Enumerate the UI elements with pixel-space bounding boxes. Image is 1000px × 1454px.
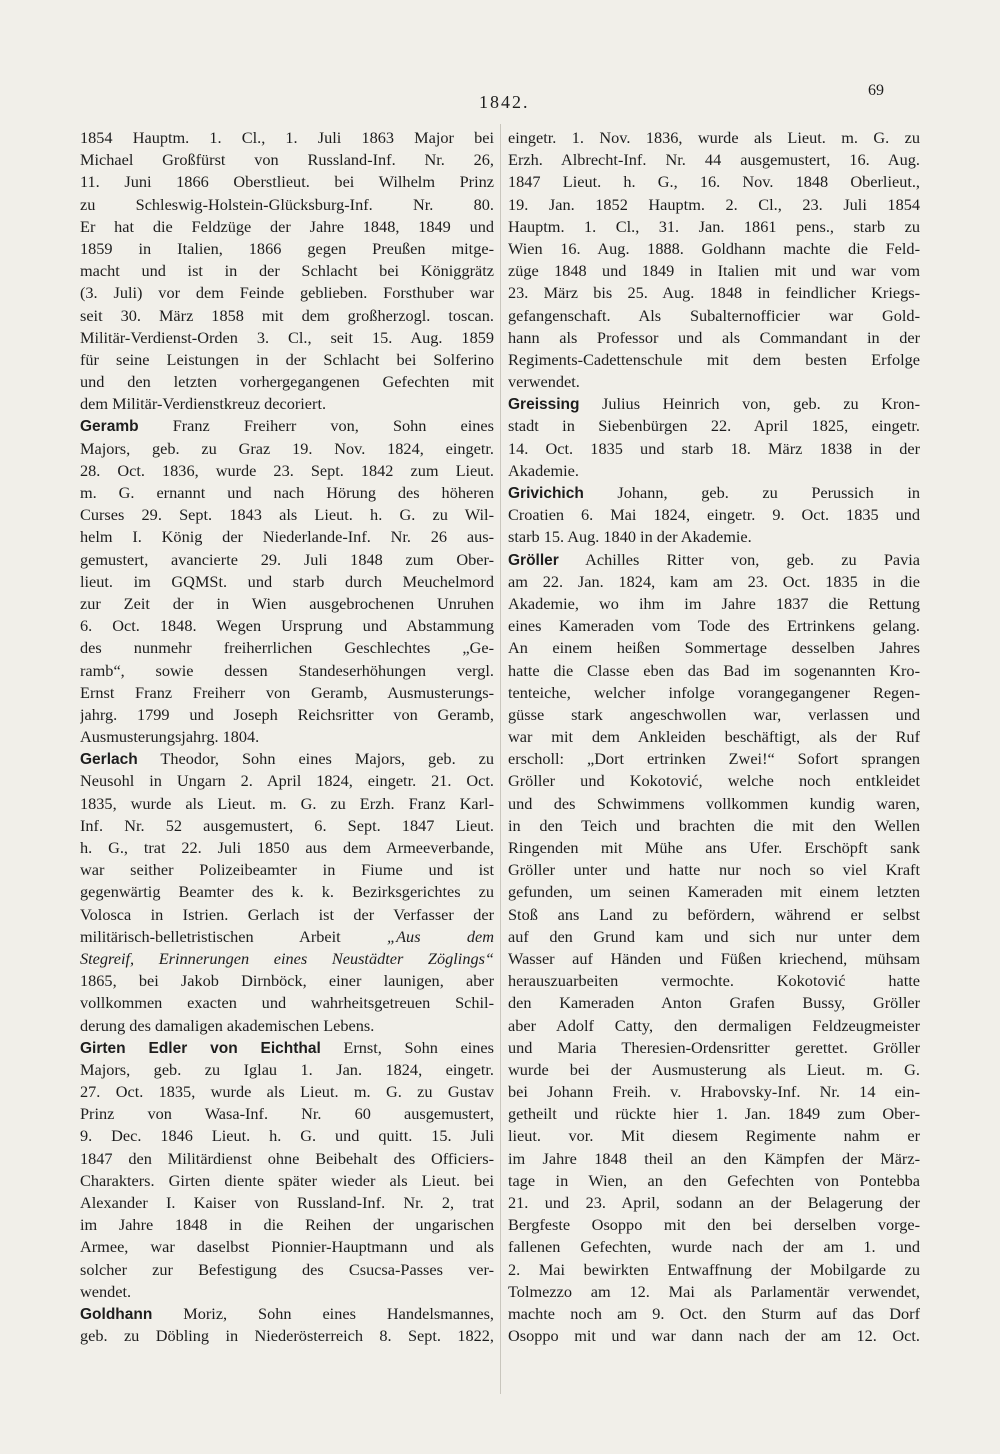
line-text: derung des damaligen akademischen Lebens. — [80, 1015, 375, 1035]
entry-name: Goldhann — [80, 1305, 153, 1323]
text-line — [80, 1192, 494, 1214]
text-line — [80, 1281, 494, 1303]
text-line — [508, 1148, 920, 1170]
text-line — [508, 349, 920, 371]
text-line — [508, 1325, 920, 1347]
text-line — [80, 460, 494, 482]
line-text: Alexander I. Kaiser von Russland-Inf. Nr. 2, trat — [80, 1193, 494, 1212]
line-text: Tolmezzo am 12. Mai als Parlamentär verwendet, — [508, 1281, 920, 1301]
line-text: 21. und 23. April, sodann an der Belagerung der — [508, 1193, 920, 1212]
line-text: fallenen Gefechten, wurde nach der am 1. und — [508, 1237, 920, 1257]
text-line — [508, 1103, 920, 1125]
text-line — [508, 282, 920, 304]
text-line — [80, 1259, 494, 1281]
text-line — [508, 216, 920, 238]
text-line — [508, 1303, 920, 1325]
line-text: Armee, war daselbst Pionnier-Hauptmann und als — [80, 1237, 494, 1257]
text-line — [508, 726, 920, 748]
line-text: lieut. im GQMSt. und starb durch Meuchelmord — [80, 571, 494, 591]
line-text: An einem heißen Sommertage desselben Jahres — [508, 638, 920, 658]
line-text: eines Kameraden vom Tode des Ertrinkens gelang. — [508, 616, 920, 636]
line-text: güsse stark angeschwollen war, verlassen und — [508, 704, 920, 724]
line-text: Prinz von Wasa-Inf. Nr. 60 ausgemustert, — [80, 1104, 494, 1124]
text-line — [508, 815, 920, 837]
line-text: Neusohl in Ungarn 2. April 1824, eingetr. 21. Oct. — [80, 771, 494, 791]
line-text: Franz Freiherr von, Sohn eines — [138, 416, 494, 436]
text-line — [508, 1037, 920, 1059]
text-line — [508, 948, 920, 970]
line-text: und des Schwimmens vollkommen kundig waren, — [508, 793, 920, 813]
text-line — [80, 238, 494, 260]
line-text: gemustert, avancierte 29. Juli 1848 zum Ober- — [80, 549, 494, 569]
line-text: Gröller unter und hatte nur noch so viel Kraft — [508, 860, 920, 880]
line-text: starb 15. Aug. 1840 in der Akademie. — [508, 527, 752, 547]
text-line — [508, 1125, 920, 1147]
text-line — [80, 904, 494, 926]
line-text: jahrg. 1799 und Joseph Reichsritter von Geramb, — [80, 704, 494, 724]
entry-name: Grivichich — [508, 485, 584, 502]
line-text: h. G., trat 22. Juli 1850 aus dem Armeeverbande, — [80, 838, 494, 857]
line-text: und Maria Theresien-Ordensritter gerettet. Gröller — [508, 1037, 920, 1057]
line-text: erscholl: „Dort ertrinken Zwei!“ Sofort sprangen — [508, 749, 920, 769]
line-text: 2. Mai bewirkten Entwaffnung der Mobilgarde zu — [508, 1259, 920, 1279]
line-text: wurde bei der Ausmusterung als Lieut. m. G. — [508, 1059, 920, 1079]
line-text: auf den Grund kam und sich nur unter dem — [508, 926, 920, 946]
line-text: geb. zu Döbling in Niederösterreich 8. Sept. 1822, — [80, 1326, 494, 1346]
line-text: helm I. König der Niederlande-Inf. Nr. 26 aus- — [80, 527, 494, 547]
line-text: Majors, geb. zu Graz 19. Nov. 1824, eingetr. — [80, 438, 494, 458]
line-text: stadt in Siebenbürgen 22. April 1825, eingetr. — [508, 416, 920, 436]
text-line — [80, 1170, 494, 1192]
text-line — [508, 748, 920, 770]
text-line — [80, 948, 494, 970]
line-text: Wasser auf Händen und Füßen kriechend, mühsam — [508, 948, 920, 968]
text-line — [508, 904, 920, 926]
text-line — [508, 992, 920, 1014]
line-text: Erzh. Albrecht-Inf. Nr. 44 ausgemustert, 16. Aug. — [508, 150, 920, 170]
text-line — [80, 992, 494, 1014]
text-line — [80, 194, 494, 216]
text-line — [80, 438, 494, 460]
line-text: gegenwärtig Beamter des k. k. Bezirksgerichtes zu — [80, 882, 494, 902]
text-line — [80, 1236, 494, 1258]
text-line — [508, 1015, 920, 1037]
line-text: Inf. Nr. 52 ausgemustert, 6. Sept. 1847 Lieut. — [80, 815, 494, 835]
line-text: 1865, bei Jakob Dirnböck, einer launigen, aber — [80, 971, 494, 991]
line-text: 1854 Hauptm. 1. Cl., 1. Juli 1863 Major bei — [80, 128, 494, 147]
text-line — [508, 1236, 920, 1258]
text-line — [508, 1081, 920, 1103]
running-head-year: 1842. — [479, 92, 530, 112]
line-text: Volosca in Istrien. Gerlach ist der Verfasser der — [80, 904, 494, 924]
line-text: im Jahre 1848 in die Reihen der ungarischen — [80, 1215, 494, 1235]
line-text: 1859 in Italien, 1866 gegen Preußen mitge- — [80, 238, 494, 258]
line-text: Hauptm. 1. Cl., 31. Jan. 1861 pens., starb zu — [508, 216, 920, 236]
text-line — [508, 149, 920, 171]
line-text: hatte die Classe eben das Bad im sogenannten Kro- — [508, 660, 920, 680]
line-text: Majors, geb. zu Iglau 1. Jan. 1824, eingetr. — [80, 1059, 494, 1079]
entry-name: Greissing — [508, 396, 580, 414]
text-line — [80, 660, 494, 682]
line-text: für seine Leistungen in der Schlacht bei Solferino — [80, 349, 494, 369]
text-line — [80, 171, 494, 193]
text-line — [508, 460, 920, 482]
text-line — [80, 549, 494, 571]
line-text: herauszuarbeiten vermochte. Kokotović hatte — [508, 971, 920, 991]
text-line — [508, 504, 920, 526]
text-line — [80, 216, 494, 238]
text-line — [80, 482, 494, 504]
text-line — [508, 438, 920, 460]
text-line — [508, 238, 920, 260]
text-line — [80, 1325, 494, 1347]
text-line — [80, 793, 494, 815]
text-line — [80, 970, 494, 992]
line-text: züge 1848 und 1849 in Italien mit und war vom — [508, 261, 920, 281]
line-text: tage in Wien, an den Gefechten von Pontebba — [508, 1170, 920, 1190]
text-line — [80, 371, 494, 393]
text-line — [508, 881, 920, 903]
line-text: Ausmusterungsjahrg. 1804. — [80, 727, 260, 747]
text-line — [80, 327, 494, 349]
text-line — [508, 970, 920, 992]
line-text: 28. Oct. 1836, wurde 23. Sept. 1842 zum Lieut. — [80, 460, 494, 480]
line-text: dem Militär-Verdienstkreuz decoriert. — [80, 394, 327, 414]
text-line — [508, 327, 920, 349]
text-line — [508, 926, 920, 948]
text-line — [80, 748, 494, 770]
text-line — [80, 1125, 494, 1147]
entry-name: Gröller — [508, 551, 559, 569]
line-text: verwendet. — [508, 372, 580, 392]
page-number: 69 — [868, 82, 884, 99]
text-line — [80, 1303, 494, 1325]
line-text: Croatien 6. Mai 1824, eingetr. 9. Oct. 1835 und — [508, 505, 920, 525]
line-text: ramb“, sowie dessen Standeserhöhungen vergl. — [80, 660, 494, 680]
text-line — [80, 1037, 494, 1059]
line-text: tenteiche, welcher infolge vorangegangener Regen- — [508, 682, 920, 702]
entry-name: Girten Edler von Eichthal — [80, 1039, 321, 1057]
text-line — [80, 726, 494, 748]
line-text: zu Schleswig-Holstein-Glücksburg-Inf. Nr. 80. — [80, 194, 494, 214]
left-column — [80, 127, 494, 1347]
text-line — [80, 1059, 494, 1081]
text-line — [80, 349, 494, 371]
text-line — [508, 127, 920, 149]
line-text: Regiments-Cadettenschule mit dem besten Erfolge — [508, 349, 920, 369]
text-line — [80, 615, 494, 637]
line-text: lieut. vor. Mit diesem Regimente nahm er — [508, 1126, 920, 1146]
text-line — [80, 637, 494, 659]
line-text: und den letzten vorhergegangenen Gefechten mit — [80, 372, 494, 392]
text-line — [508, 371, 920, 393]
line-text: 1835, wurde als Lieut. m. G. zu Erzh. Franz Karl- — [80, 793, 494, 813]
text-line — [80, 881, 494, 903]
line-text: Moriz, Sohn eines Handelsmannes, — [152, 1303, 494, 1323]
line-text: Julius Heinrich von, geb. zu Kron- — [579, 394, 920, 414]
line-text: Akademie. — [508, 460, 579, 480]
right-column — [508, 127, 920, 1347]
text-line — [80, 571, 494, 593]
text-line — [80, 815, 494, 837]
text-line — [80, 282, 494, 304]
line-text: Akademie, wo ihm im Jahre 1837 die Rettung — [508, 593, 920, 613]
line-text: 14. Oct. 1835 und starb 18. März 1838 in der — [508, 438, 920, 458]
text-line — [508, 415, 920, 437]
line-text: Achilles Ritter von, geb. zu Pavia — [558, 549, 920, 569]
line-text: Charakters. Girten diente später wieder als Lieut. bei — [80, 1170, 494, 1190]
line-text: gefangenschaft. Als Subalternofficier war Gold- — [508, 305, 920, 325]
line-text: aber Adolf Catty, den dermaligen Feldzeugmeister — [508, 1015, 920, 1035]
line-text: machte noch am 9. Oct. den Sturm auf das Dorf — [508, 1303, 920, 1323]
line-text: macht und ist in der Schlacht bei Königgrätz — [80, 261, 494, 281]
text-line — [80, 1148, 494, 1170]
line-text: 1847 den Militärdienst ohne Beibehalt des Officiers- — [80, 1148, 494, 1168]
line-text: 23. März bis 25. Aug. 1848 in feindlicher Kriegs- — [508, 283, 920, 303]
line-text: Michael Großfürst von Russland-Inf. Nr. 26, — [80, 150, 494, 170]
entry-name: Gerlach — [80, 751, 138, 769]
line-text: im Jahre 1848 theil an den Kämpfen der März- — [508, 1148, 920, 1168]
line-text: Er hat die Feldzüge der Jahre 1848, 1849 und — [80, 216, 494, 236]
column-divider — [500, 124, 501, 1394]
italic-text: Stegreif, Erinnerungen eines Neustädter Zöglings“ — [80, 948, 494, 968]
line-text: Johann, geb. zu Perussich in — [583, 483, 920, 502]
text-line — [80, 305, 494, 327]
line-text: am 22. Jan. 1824, kam am 23. Oct. 1835 in die — [508, 571, 920, 591]
line-text: eingetr. 1. Nov. 1836, wurde als Lieut. m. G. zu — [508, 128, 920, 147]
text-line — [80, 1214, 494, 1236]
line-text: Osoppo mit und war dann nach der am 12. Oct. — [508, 1326, 920, 1346]
line-text: 9. Dec. 1846 Lieut. h. G. und quitt. 15. Juli — [80, 1126, 494, 1146]
line-text: 27. Oct. 1835, wurde als Lieut. m. G. zu Gustav — [80, 1082, 494, 1102]
text-line — [508, 682, 920, 704]
text-line — [80, 926, 494, 948]
line-text: vollkommen exacten und wahrheitsgetreuen Schil- — [80, 993, 494, 1013]
text-line — [80, 770, 494, 792]
text-line — [80, 127, 494, 149]
line-text: den Kameraden Anton Grafen Bussy, Gröller — [508, 993, 920, 1013]
line-text: in den Teich und brachten die mit den Wellen — [508, 815, 920, 835]
line-text: seit 30. März 1858 mit dem großherzogl. toscan. — [80, 305, 494, 325]
text-line — [508, 194, 920, 216]
text-line — [508, 593, 920, 615]
italic-text: „Aus dem — [387, 926, 494, 946]
text-line — [80, 504, 494, 526]
line-text: 11. Juni 1866 Oberstlieut. bei Wilhelm Prinz — [80, 172, 494, 192]
line-text: Militär-Verdienst-Orden 3. Cl., seit 15. Aug. 1859 — [80, 327, 494, 347]
line-text: 6. Oct. 1848. Wegen Ursprung und Abstammung — [80, 616, 494, 636]
line-text: hann als Professor und als Commandant in der — [508, 327, 920, 347]
text-line — [80, 526, 494, 548]
text-line — [508, 1281, 920, 1303]
text-line — [508, 1214, 920, 1236]
text-line — [508, 1259, 920, 1281]
line-text: war mit dem Ankleiden beschäftigt, als der Ruf — [508, 727, 920, 747]
text-line — [80, 704, 494, 726]
line-text: Stoß ans Land zu befördern, während er selbst — [508, 904, 920, 924]
text-line — [508, 549, 920, 571]
text-line — [80, 1103, 494, 1125]
line-text: gefunden, um seinen Kameraden mit einem letzten — [508, 882, 920, 902]
text-line — [508, 1170, 920, 1192]
text-line — [508, 704, 920, 726]
text-line — [508, 526, 920, 548]
text-line — [80, 1015, 494, 1037]
line-text: (3. Juli) vor dem Feinde geblieben. Forsthuber war — [80, 283, 494, 303]
line-text: Ernst, Sohn eines — [320, 1037, 494, 1057]
text-line — [508, 393, 920, 415]
text-line — [508, 482, 920, 504]
text-line — [80, 682, 494, 704]
line-text: Theodor, Sohn eines Majors, geb. zu — [137, 749, 494, 769]
text-line — [508, 837, 920, 859]
line-text: bei Johann Freih. v. Hrabovsky-Inf. Nr. 14 ein- — [508, 1082, 920, 1102]
text-line — [508, 770, 920, 792]
text-line — [508, 305, 920, 327]
line-text: Bergfeste Osoppo mit den bei derselben vorge- — [508, 1215, 920, 1235]
line-text: m. G. ernannt und nach Hörung des höheren — [80, 483, 494, 502]
line-text: getheilt und rückte hier 1. Jan. 1849 zum Ober- — [508, 1104, 920, 1124]
text-line — [508, 1192, 920, 1214]
line-text: Ernst Franz Freiherr von Geramb, Ausmusterungs- — [80, 682, 494, 702]
text-line — [508, 637, 920, 659]
text-line — [80, 149, 494, 171]
text-line — [508, 1059, 920, 1081]
text-line — [508, 793, 920, 815]
text-line — [80, 415, 494, 437]
text-line — [508, 615, 920, 637]
line-text: Wien 16. Aug. 1888. Goldhann machte die Feld- — [508, 238, 920, 258]
text-line — [508, 859, 920, 881]
text-line — [80, 859, 494, 881]
text-line — [80, 393, 494, 415]
line-text: zur Zeit der in Wien ausgebrochenen Unruhen — [80, 593, 494, 613]
line-text: militärisch-belletristischen Arbeit — [80, 926, 388, 946]
text-line — [508, 260, 920, 282]
line-text: wendet. — [80, 1281, 132, 1301]
line-text: solcher zur Befestigung des Csucsa-Passes ver- — [80, 1259, 494, 1279]
text-line — [508, 571, 920, 593]
entry-name: Geramb — [80, 418, 139, 436]
line-text: 19. Jan. 1852 Hauptm. 2. Cl., 23. Juli 1854 — [508, 194, 920, 214]
text-line — [80, 837, 494, 859]
line-text: des nunmehr freiherrlichen Geschlechtes „Ge- — [80, 638, 494, 658]
line-text: Gröller und Kokotović, welche noch entkleidet — [508, 771, 920, 791]
line-text: Ringenden mit Mühe ans Ufer. Erschöpft sank — [508, 838, 920, 857]
text-line — [80, 260, 494, 282]
line-text: war seither Polizeibeamter in Fiume und ist — [80, 860, 494, 880]
line-text: Curses 29. Sept. 1843 als Lieut. h. G. zu Wil- — [80, 505, 494, 525]
text-line — [508, 660, 920, 682]
text-line — [508, 171, 920, 193]
text-line — [80, 593, 494, 615]
text-line — [80, 1081, 494, 1103]
line-text: 1847 Lieut. h. G., 16. Nov. 1848 Oberlieut., — [508, 172, 920, 192]
